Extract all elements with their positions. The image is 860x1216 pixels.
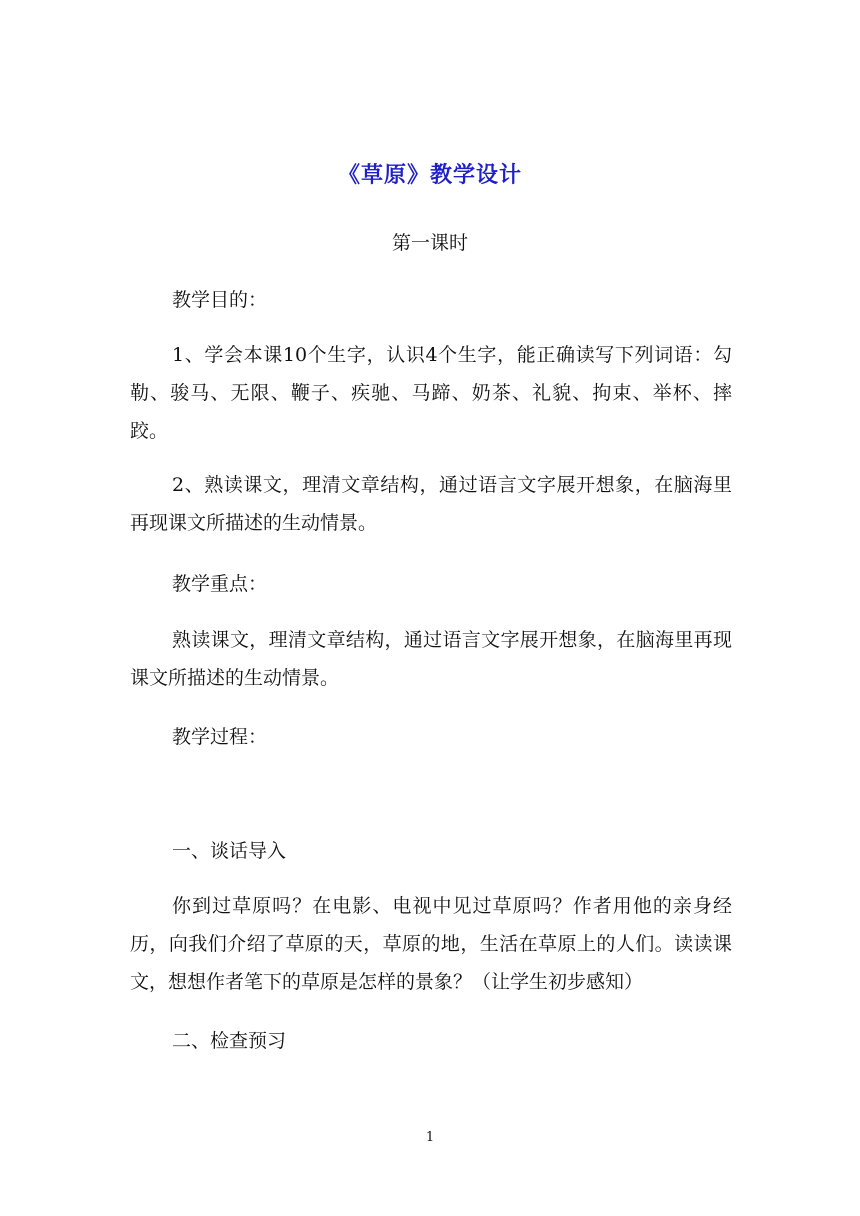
step-1-heading: 一、谈话导入: [172, 840, 287, 862]
key-points-text: 熟读课文，理清文章结构，通过语言文字展开想象，在脑海里再现课文所描述的生动情景。: [130, 629, 732, 689]
objective-2: 2、熟读课文，理清文章结构，通过语言文字展开想象，在脑海里再现课文所描述的生动情景。: [130, 474, 732, 534]
step-1-text: 你到过草原吗？在电影、电视中见过草原吗？作者用他的亲身经历，向我们介绍了草原的天，草原的地，生活在草原上的人们。读读课文，想想作者笔下的草原是怎样的景象？（让学生初步感知）: [130, 895, 732, 993]
section-heading-objectives: 教学目的：: [172, 289, 268, 311]
page-number: 1: [425, 1130, 435, 1145]
lesson-period: 第一课时: [391, 232, 468, 254]
document-title: 《草原》教学设计: [337, 162, 522, 188]
step-2-heading: 二、检查预习: [172, 1030, 287, 1052]
section-heading-process: 教学过程：: [172, 726, 268, 748]
objective-1: 1、学会本课10个生字，认识4个生字，能正确读写下列词语：勾勒、骏马、无限、鞭子、疾驰、马蹄、奶茶、礼貌、拘束、举杯、摔跤。: [130, 344, 732, 442]
section-heading-key-points: 教学重点：: [172, 573, 268, 595]
